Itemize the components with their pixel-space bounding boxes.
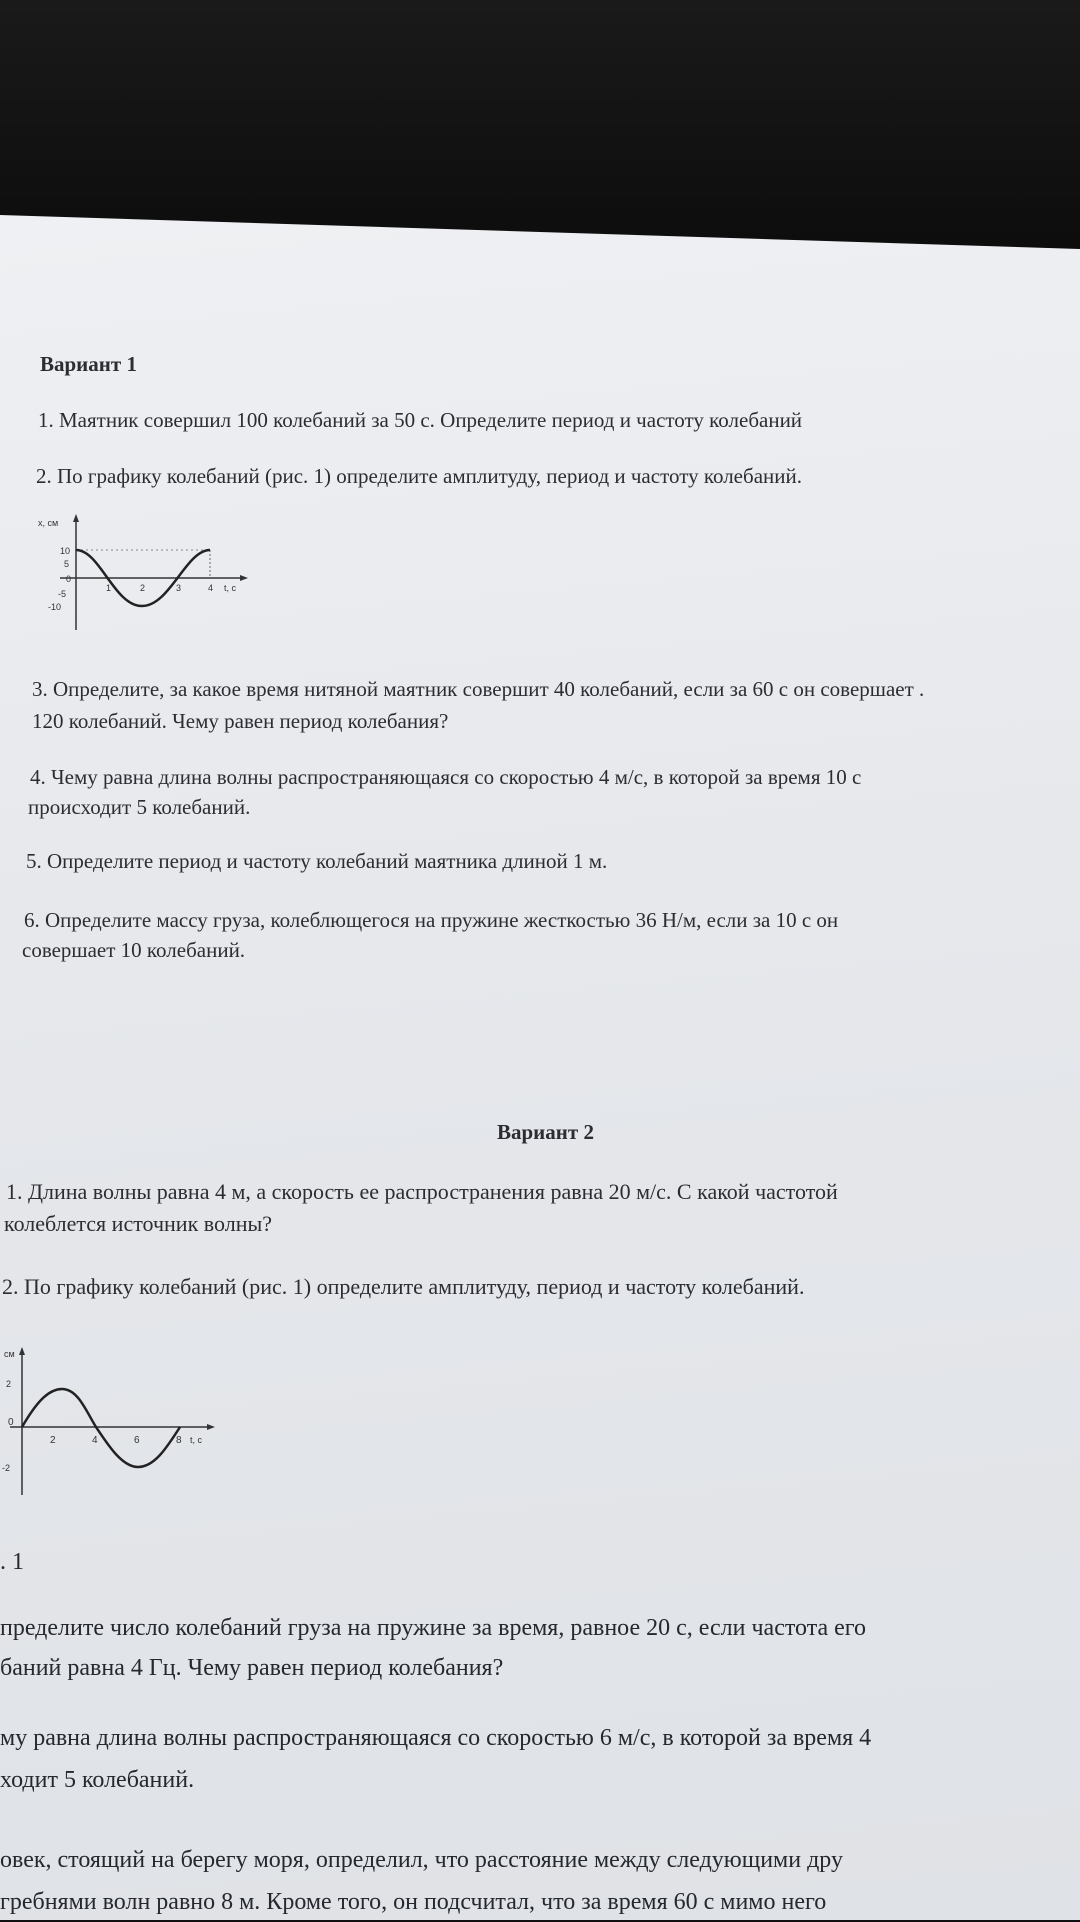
x-tick: 3 xyxy=(176,583,182,593)
y-tick: -2 xyxy=(2,1463,11,1473)
x-tick: 6 xyxy=(134,1435,140,1446)
x-axis-label: t, c xyxy=(224,583,237,593)
y-tick: 0 xyxy=(66,574,72,584)
variant2-question-2: 2. По графику колебаний (рис. 1) определите амплитуду, период и частоту колебаний. xyxy=(2,1274,805,1299)
x-axis-arrow-icon xyxy=(240,575,248,581)
y-tick: 5 xyxy=(64,559,70,569)
y-axis-arrow-icon xyxy=(19,1347,25,1355)
variant2-title: Вариант 2 xyxy=(497,1120,594,1144)
variant1-question-1: 1. Маятник совершил 100 колебаний за 50 с. Определите период и частоту колебаний xyxy=(38,408,803,432)
x-axis-label: t, c xyxy=(190,1435,203,1445)
variant1-question-3-line2: 120 колебаний. Чему равен период колебания? xyxy=(32,709,449,733)
x-tick: 4 xyxy=(92,1435,98,1446)
variant2-question-4-line2: ходит 5 колебаний. xyxy=(0,1767,195,1793)
y-tick: -10 xyxy=(48,602,62,612)
y-axis-label: x, см xyxy=(38,518,59,528)
oscillation-curve xyxy=(22,1389,180,1467)
y-tick: 10 xyxy=(60,546,71,556)
y-tick: 2 xyxy=(6,1379,12,1389)
x-tick: 2 xyxy=(140,583,146,593)
y-axis-label: см xyxy=(4,1349,15,1359)
variant1-question-4-line1: 4. Чему равна длина волны распространяющаяся со скоростью 4 м/с, в которой за время 10 с xyxy=(30,765,862,789)
variant2-question-3-line2: баний равна 4 Гц. Чему равен период колебания? xyxy=(0,1655,504,1681)
y-tick: -5 xyxy=(58,589,67,599)
x-tick: 8 xyxy=(176,1435,182,1446)
variant1-question-3-line1: 3. Определите, за какое время нитяной маятник совершит 40 колебаний, если за 60 с он совершает . xyxy=(32,677,925,701)
y-tick: 0 xyxy=(8,1417,14,1428)
variant2-question-3-line1: пределите число колебаний груза на пружине за время, равное 20 с, если частота его xyxy=(0,1615,867,1641)
y-axis-arrow-icon xyxy=(73,514,79,522)
variant1-question-6-line2: совершает 10 колебаний. xyxy=(22,938,246,962)
variant2-oscillation-graph xyxy=(0,1345,230,1505)
variant1-question-6-line1: 6. Определите массу груза, колеблющегося на пружине жесткостью 36 Н/м, если за 10 с он xyxy=(24,908,839,932)
variant2-question-1-line2: колеблется источник волны? xyxy=(4,1211,273,1236)
variant1-title: Вариант 1 xyxy=(40,352,137,376)
variant1-question-5: 5. Определите период и частоту колебаний маятника длиной 1 м. xyxy=(26,849,608,873)
variant1-oscillation-graph xyxy=(30,512,260,632)
x-tick: 1 xyxy=(106,583,112,593)
x-tick: 2 xyxy=(50,1435,56,1446)
variant1-question-2: 2. По графику колебаний (рис. 1) определите амплитуду, период и частоту колебаний. xyxy=(36,464,802,488)
variant2-figure-label: . 1 xyxy=(0,1549,24,1575)
x-axis-arrow-icon xyxy=(207,1424,215,1430)
variant2-question-1-line1: 1. Длина волны равна 4 м, а скорость ее распространения равна 20 м/с. С какой частотой xyxy=(6,1179,838,1204)
x-tick: 4 xyxy=(208,583,214,593)
variant2-question-4-line1: му равна длина волны распространяющаяся со скоростью 6 м/с, в которой за время 4 xyxy=(0,1725,872,1751)
variant2-question-5-line1: овек, стоящий на берегу моря, определил, что расстояние между следующими дру xyxy=(0,1847,843,1873)
variant1-question-4-line2: происходит 5 колебаний. xyxy=(28,795,251,819)
variant2-question-5-line2: гребнями волн равно 8 м. Кроме того, он подсчитал, что за время 60 с мимо него xyxy=(0,1889,827,1915)
